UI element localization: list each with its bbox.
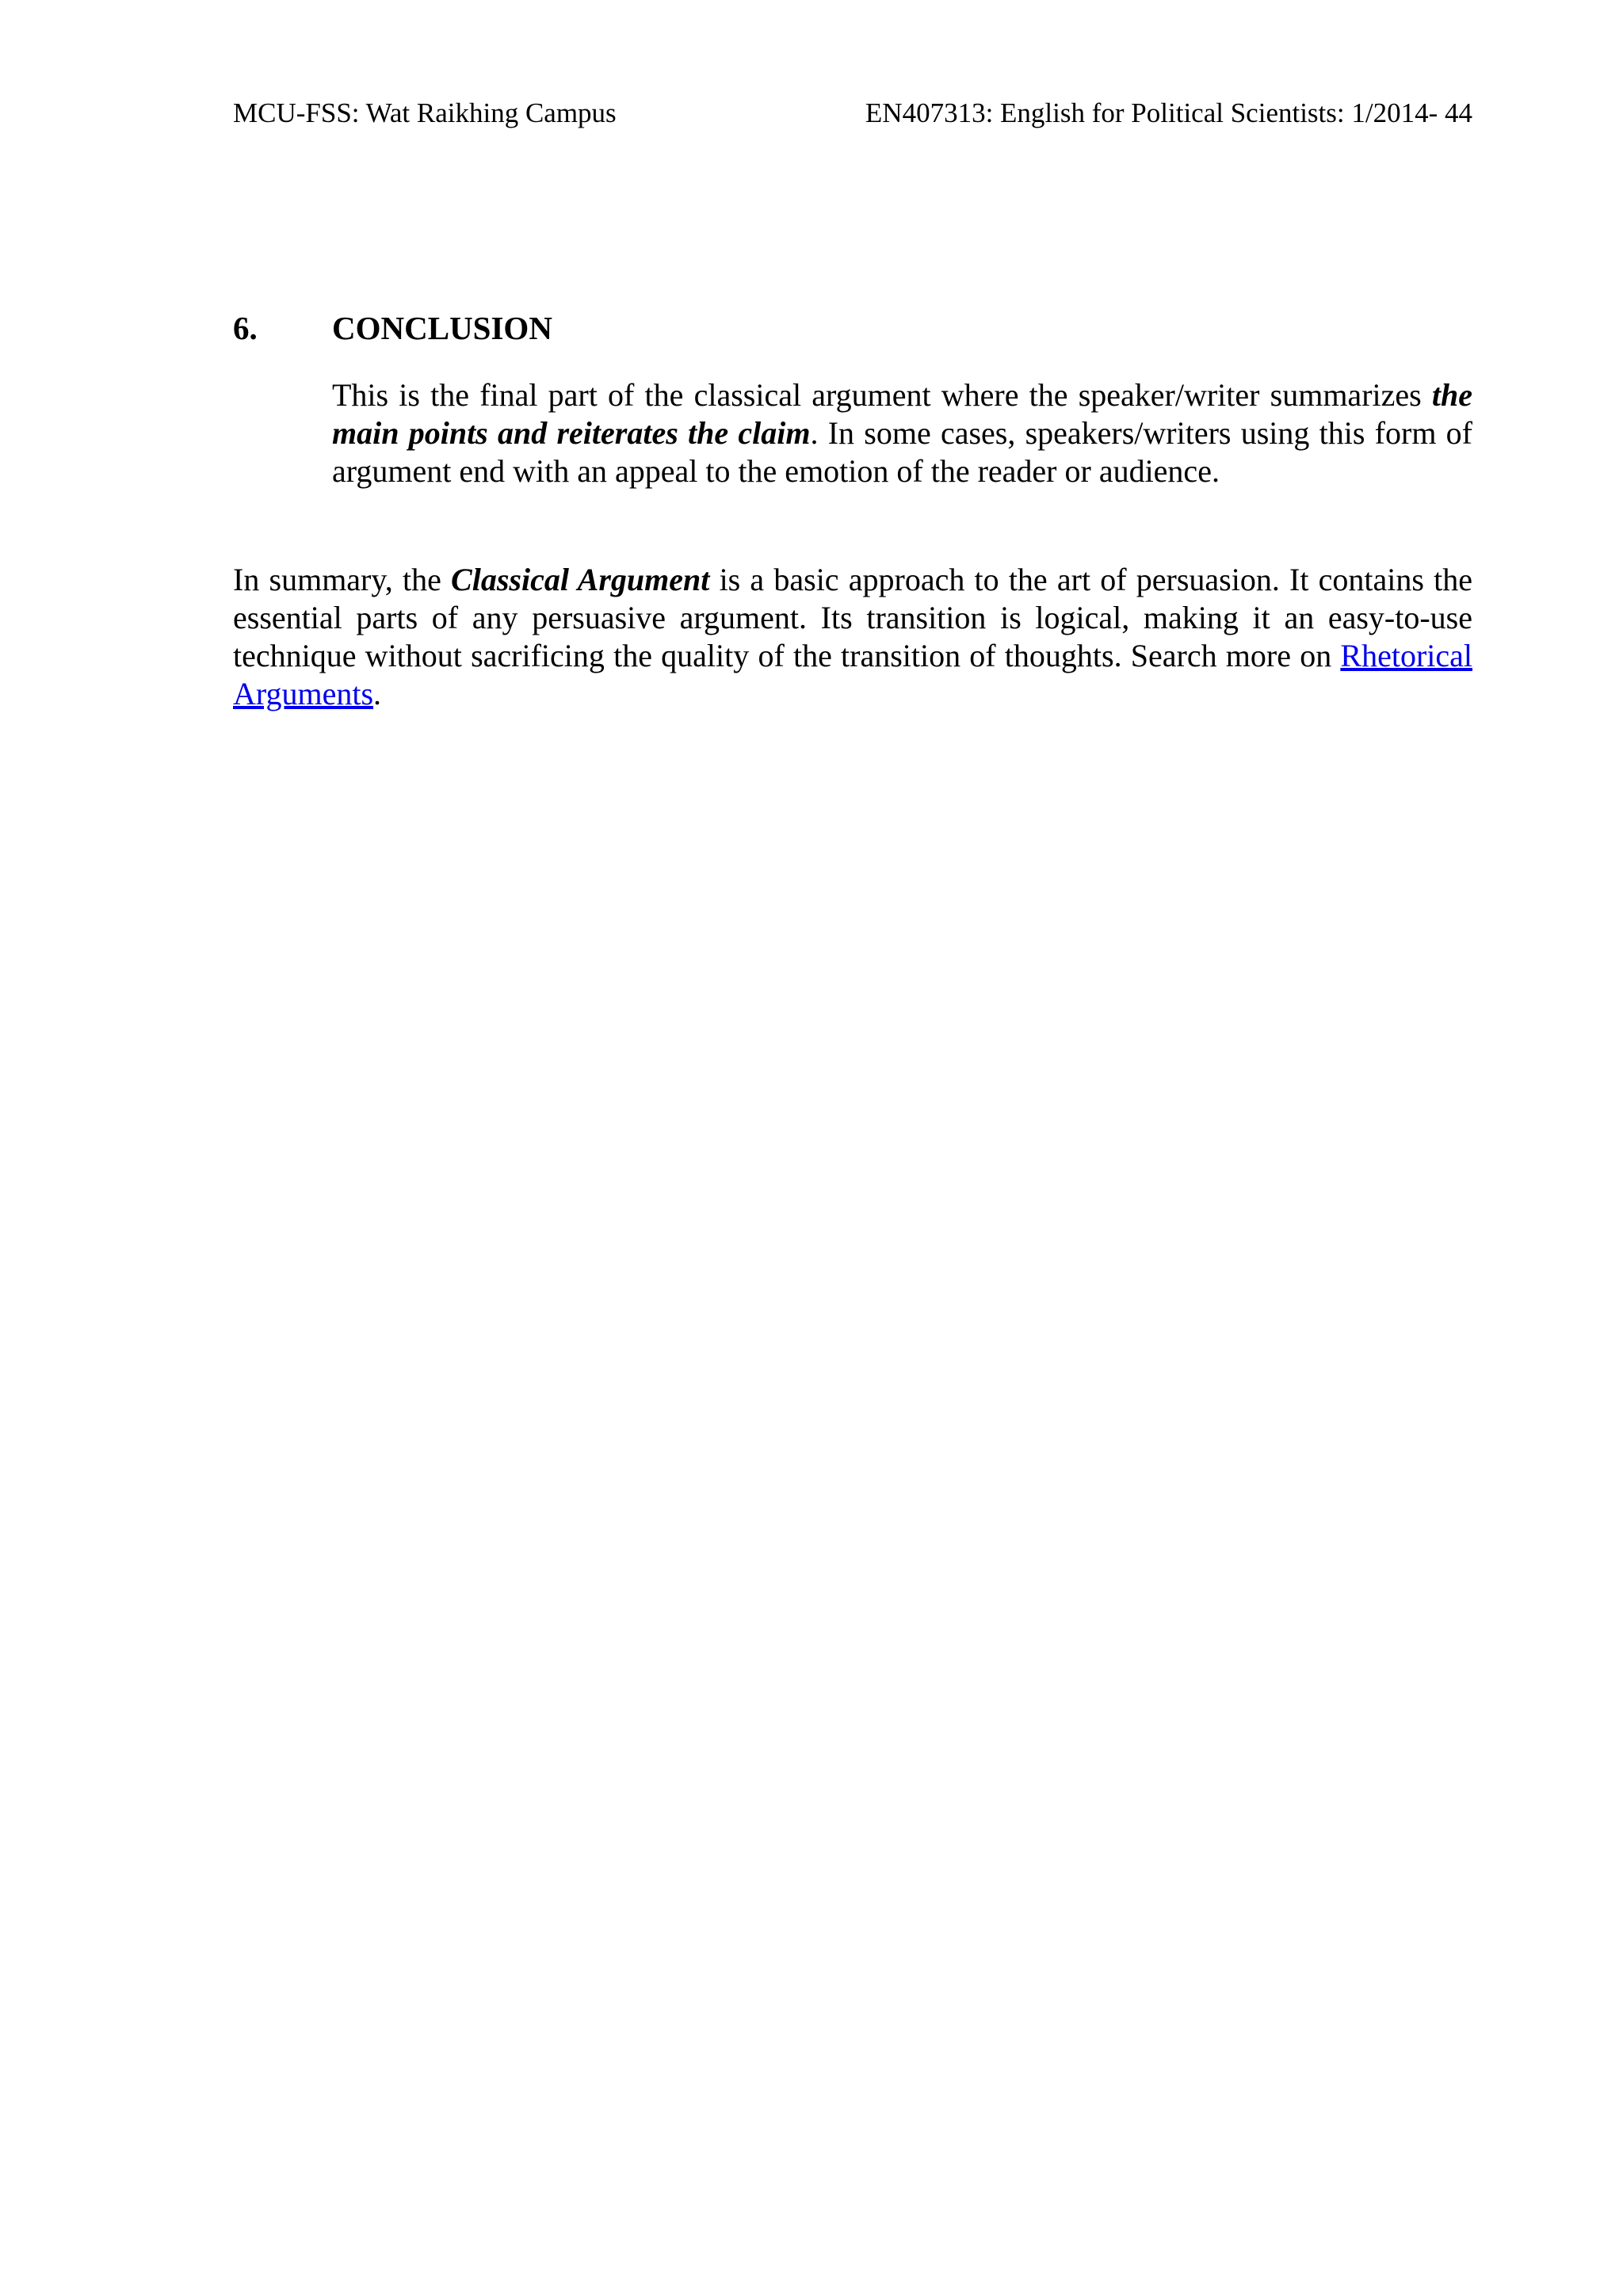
section-body-paragraph (332, 376, 1472, 490)
section-body-emphasis: the main points and reiterates the claim (332, 377, 1472, 451)
summary-text-middle: is a basic approach to the art of persuasion. It contains the essential parts of any persuasive argument. Its transition is logical, making it an easy-to-use technique without sacrificing the quality of the transition of thoughts. Search more on (233, 562, 1473, 673)
page-header (233, 93, 1472, 133)
section-title: CONCLUSION (332, 310, 552, 346)
rhetorical-arguments-link[interactable]: Rhetorical Arguments (233, 638, 1472, 711)
section-number: 6. (233, 310, 258, 346)
summary-period: . (373, 676, 382, 711)
header-campus: MCU-FSS: Wat Raikhing Campus (233, 97, 617, 128)
section-body-text: This is the final part of the classical argument where the speaker/writer summarizes (332, 377, 1432, 413)
section-body-text-end: . In some cases, speakers/writers using this form of argument end with an appeal to the emotion of the reader or audience. (332, 415, 1472, 489)
summary-paragraph (233, 561, 1472, 713)
header-course: EN407313: English for Political Scientists: 1/2014- 44 (865, 97, 1472, 128)
summary-text: In summary, the (233, 562, 452, 597)
summary-emphasis: Classical Argument (451, 562, 710, 597)
